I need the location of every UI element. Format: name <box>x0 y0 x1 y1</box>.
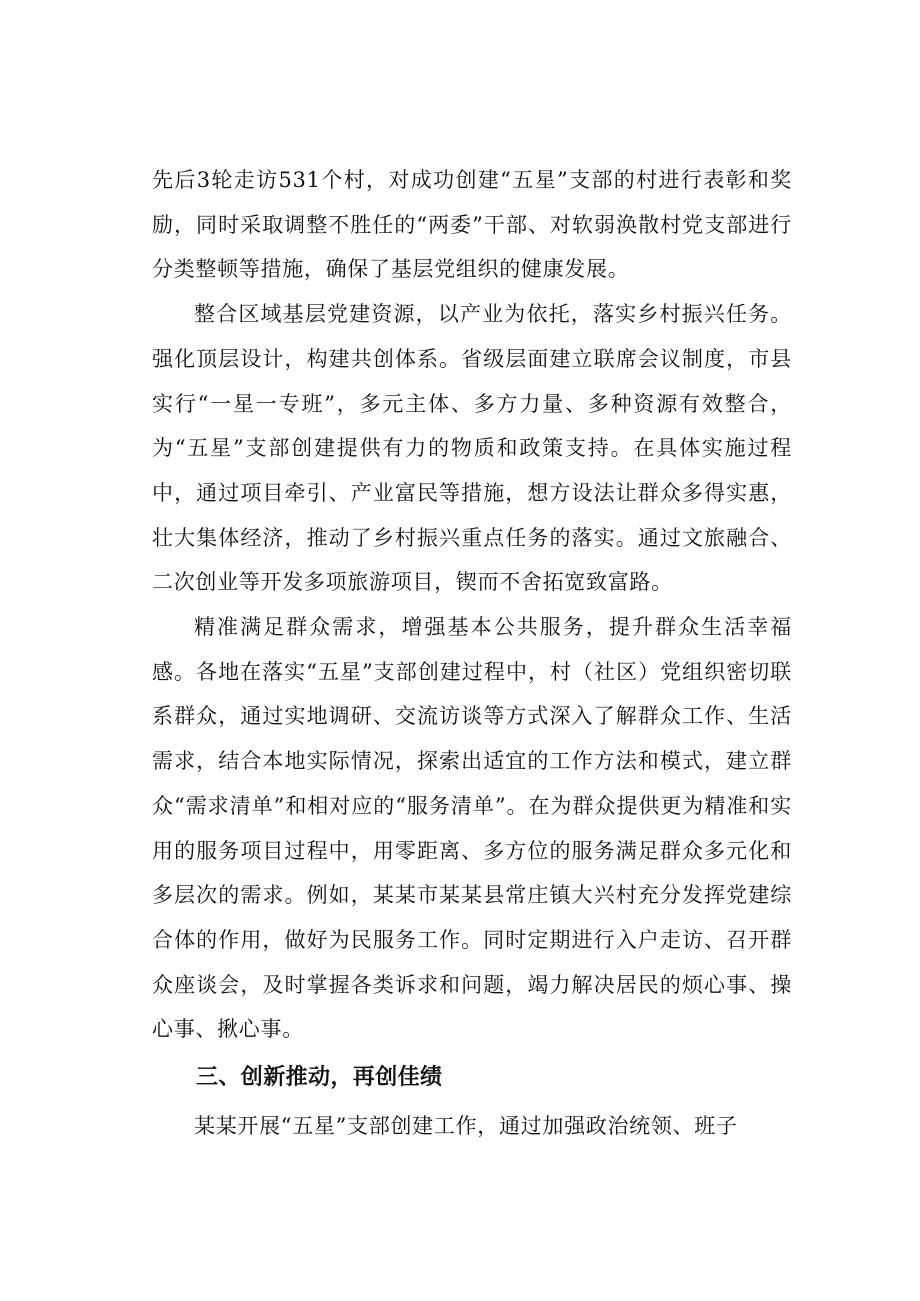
paragraph-section-start: 某某开展“五星”支部创建工作，通过加强政治统领、班子 <box>194 1114 738 1139</box>
document-body <box>152 158 792 1149</box>
paragraph-public-services: 精准满足群众需求，增强基本公共服务，提升群众生活幸福感。各地在落实“五星”支部创建过程中，村（社区）党组织密切联系群众，通过实地调研、交流访谈等方式深入了解群众工作、生活需求，结合本地实际情况，探索出适宜的工作方法和模式，建立群众“需求清单”和相对应的“服务清单”。在为群众提供更为精准和实用的服务项目过程中，用零距离、多方位的服务满足群众多元化和多层次的需求。例如，某某市某某县常庄镇大兴村充分发挥党建综合体的作用，做好为民服务工作。同时定期进行入户走访、召开群众座谈会，及时掌握各类诉求和问题，竭力解决居民的烦心事、操心事、揪心事。 <box>152 615 792 1042</box>
paragraph-continuation: 先后3轮走访531个村，对成功创建“五星”支部的村进行表彰和奖励，同时采取调整不胜任的“两委”干部、对软弱涣散村党支部进行分类整顿等措施，确保了基层党组织的健康发展。 <box>152 168 792 282</box>
paragraph-party-resources: 整合区域基层党建资源，以产业为依托，落实乡村振兴任务。强化顶层设计，构建共创体系。省级层面建立联席会议制度，市县实行“一星一专班”，多元主体、多方力量、多种资源有效整合，为“五星”支部创建提供有力的物质和政策支持。在具体实施过程中，通过项目牵引、产业富民等措施，想方设法让群众多得实惠，壮大集体经济，推动了乡村振兴重点任务的落实。通过文旅融合、二次创业等开发多项旅游项目，锲而不舍拓宽致富路。 <box>152 302 792 595</box>
section-heading: 三、创新推动，再创佳绩 <box>196 1065 443 1091</box>
